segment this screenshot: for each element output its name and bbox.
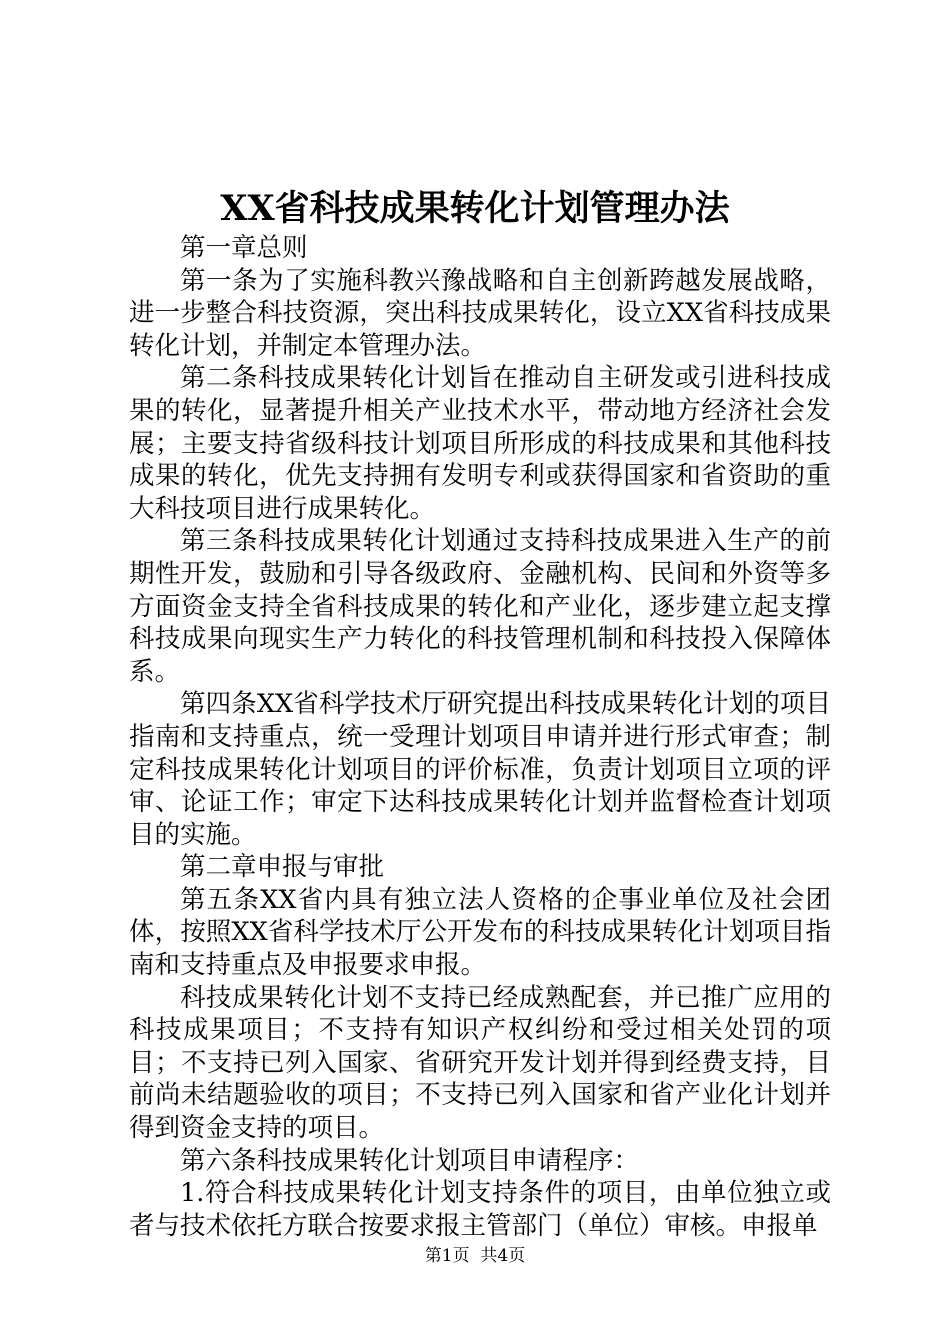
chapter-heading: 第二章申报与审批 <box>180 852 385 883</box>
chapter-heading: 第一章总则 <box>180 233 308 263</box>
article-paragraph: 第二条科技成果转化计划旨在推动自主研发或引进科技成果的转化，显著提升相关产业技术水平，带动地方经济社会发展；主要支持省级科技计划项目所形成的科技成果和其他科技成果的转化，优先支持拥有发明专利或获得国家和省资助的重大科技项目进行成果转化。 <box>129 363 831 524</box>
document-body <box>129 232 831 1242</box>
article-paragraph: 第四条XX省科学技术厅研究提出科技成果转化计划的项目指南和支持重点，统一受理计划项目申请并进行形式审查；制定科技成果转化计划项目的评价标准，负责计划项目立项的评审、论证工作；审定下达科技成果转化计划并监督检查计划项目的实施。 <box>129 689 831 850</box>
page-total: 共4页 <box>480 1246 526 1266</box>
article-paragraph: 第一条为了实施科教兴豫战略和自主创新跨越发展战略，进一步整合科技资源，突出科技成果转化，设立XX省科技成果转化计划，并制定本管理办法。 <box>129 265 831 361</box>
article-paragraph: 第六条科技成果转化计划项目申请程序： <box>180 1145 640 1176</box>
page-number: 第1页 <box>424 1246 470 1266</box>
page-footer <box>0 1244 950 1268</box>
article-paragraph: 科技成果转化计划不支持已经成熟配套，并已推广应用的科技成果项目；不支持有知识产权纠纷和受过相关处罚的项目；不支持已列入国家、省研究开发计划并得到经费支持，目前尚未结题验收的项目；不支持已列入国家和省产业化计划并得到资金支持的项目。 <box>129 982 831 1144</box>
article-paragraph: 1.符合科技成果转化计划支持条件的项目，由单位独立或者与技术依托方联合按要求报主管部门（单位）审核。申报单 <box>129 1178 831 1241</box>
article-paragraph: 第三条科技成果转化计划通过支持科技成果进入生产的前期性开发，鼓励和引导各级政府、金融机构、民间和外资等多方面资金支持全省科技成果的转化和产业化，逐步建立起支撑科技成果向现实生产力转化的科技管理机制和科技投入保障体系。 <box>129 526 831 687</box>
document-title: XX省科技成果转化计划管理办法 <box>220 188 730 229</box>
article-paragraph: 第五条XX省内具有独立法人资格的企事业单位及社会团体，按照XX省科学技术厅公开发布的科技成果转化计划项目指南和支持重点及申报要求申报。 <box>129 884 831 981</box>
